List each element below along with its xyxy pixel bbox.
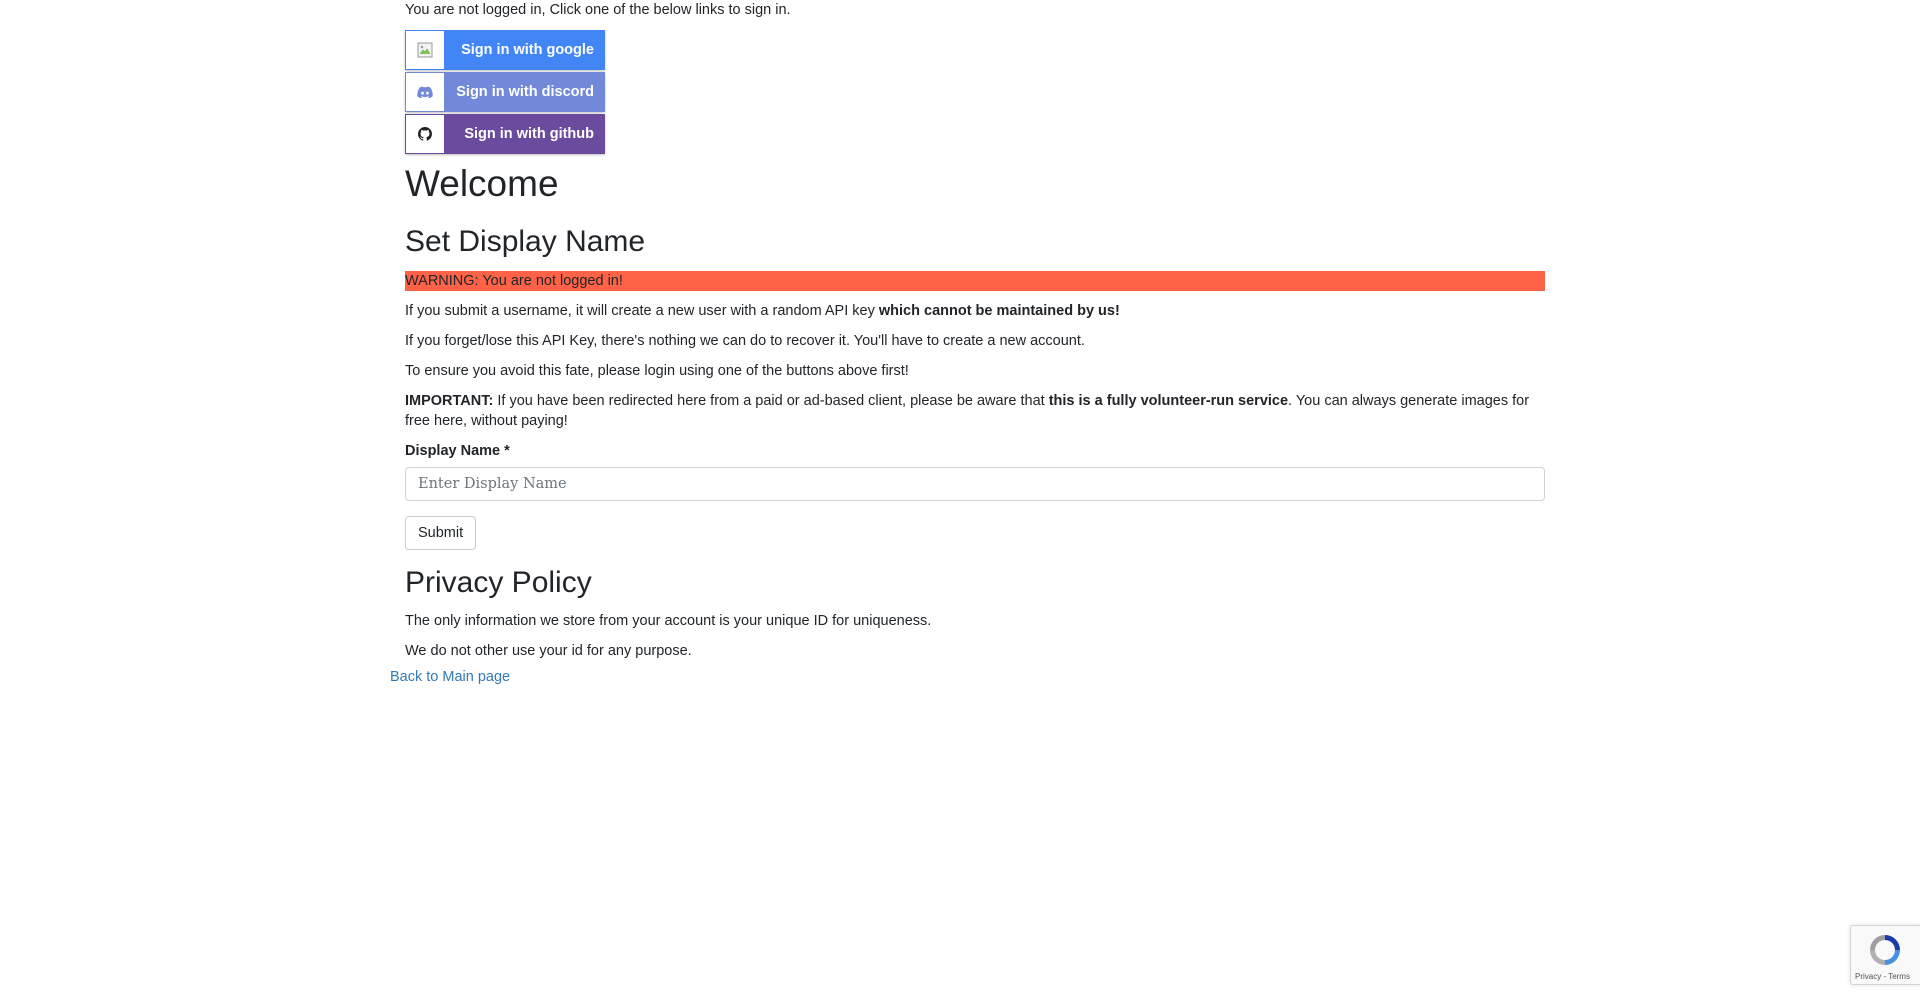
discord-sign-in-button[interactable] <box>405 72 605 112</box>
new-user-notice-bold: which cannot be maintained by us! <box>878 303 1120 319</box>
google-broken-image-icon <box>405 30 445 70</box>
login-buttons <box>405 30 605 154</box>
github-sign-in-label: Sign in with github <box>445 114 605 154</box>
api-key-notice: If you forget/lose this API Key, there's nothing we can do to recover it. You'll have to create a new account. <box>405 333 1085 349</box>
important-notice <box>405 391 1545 431</box>
recaptcha-terms[interactable]: Privacy - Terms <box>1855 972 1910 981</box>
github-sign-in-button[interactable] <box>405 114 605 154</box>
recaptcha-badge[interactable] <box>1850 925 1920 985</box>
new-user-notice-text: If you submit a username, it will create a new user with a random API key <box>405 303 879 319</box>
login-advice: To ensure you avoid this fate, please login using one of the buttons above first! <box>405 363 909 379</box>
display-name-label: Display Name * <box>405 443 510 459</box>
discord-sign-in-label: Sign in with discord <box>445 72 605 112</box>
login-message: You are not logged in, Click one of the below links to sign in. <box>405 2 791 18</box>
discord-icon <box>405 72 445 112</box>
back-to-main-link[interactable]: Back to Main page <box>390 669 511 685</box>
privacy-policy-heading: Privacy Policy <box>405 566 592 599</box>
privacy-text-2: We do not other use your id for any purpose. <box>405 643 692 659</box>
recaptcha-icon <box>1867 932 1903 973</box>
display-name-input[interactable] <box>405 467 1545 501</box>
google-sign-in-button[interactable] <box>405 30 605 70</box>
welcome-title: Welcome <box>405 163 559 204</box>
important-text-2: . You can always generate images for free here, without paying! <box>405 393 1530 429</box>
google-sign-in-label: Sign in with google <box>445 30 605 70</box>
important-text-1: If you have been redirected here from a paid or ad-based client, please be aware that <box>493 393 1049 409</box>
submit-button[interactable]: Submit <box>405 516 476 550</box>
set-display-name-heading: Set Display Name <box>405 225 646 258</box>
not-logged-in-warning: WARNING: You are not logged in! <box>405 271 1545 291</box>
new-user-notice <box>405 301 1545 321</box>
volunteer-service-bold: this is a fully volunteer-run service <box>1048 393 1289 409</box>
important-label: IMPORTANT: <box>405 393 494 409</box>
privacy-text-1: The only information we store from your account is your unique ID for uniqueness. <box>405 613 932 629</box>
main-container <box>405 0 1545 661</box>
github-icon <box>405 114 445 154</box>
